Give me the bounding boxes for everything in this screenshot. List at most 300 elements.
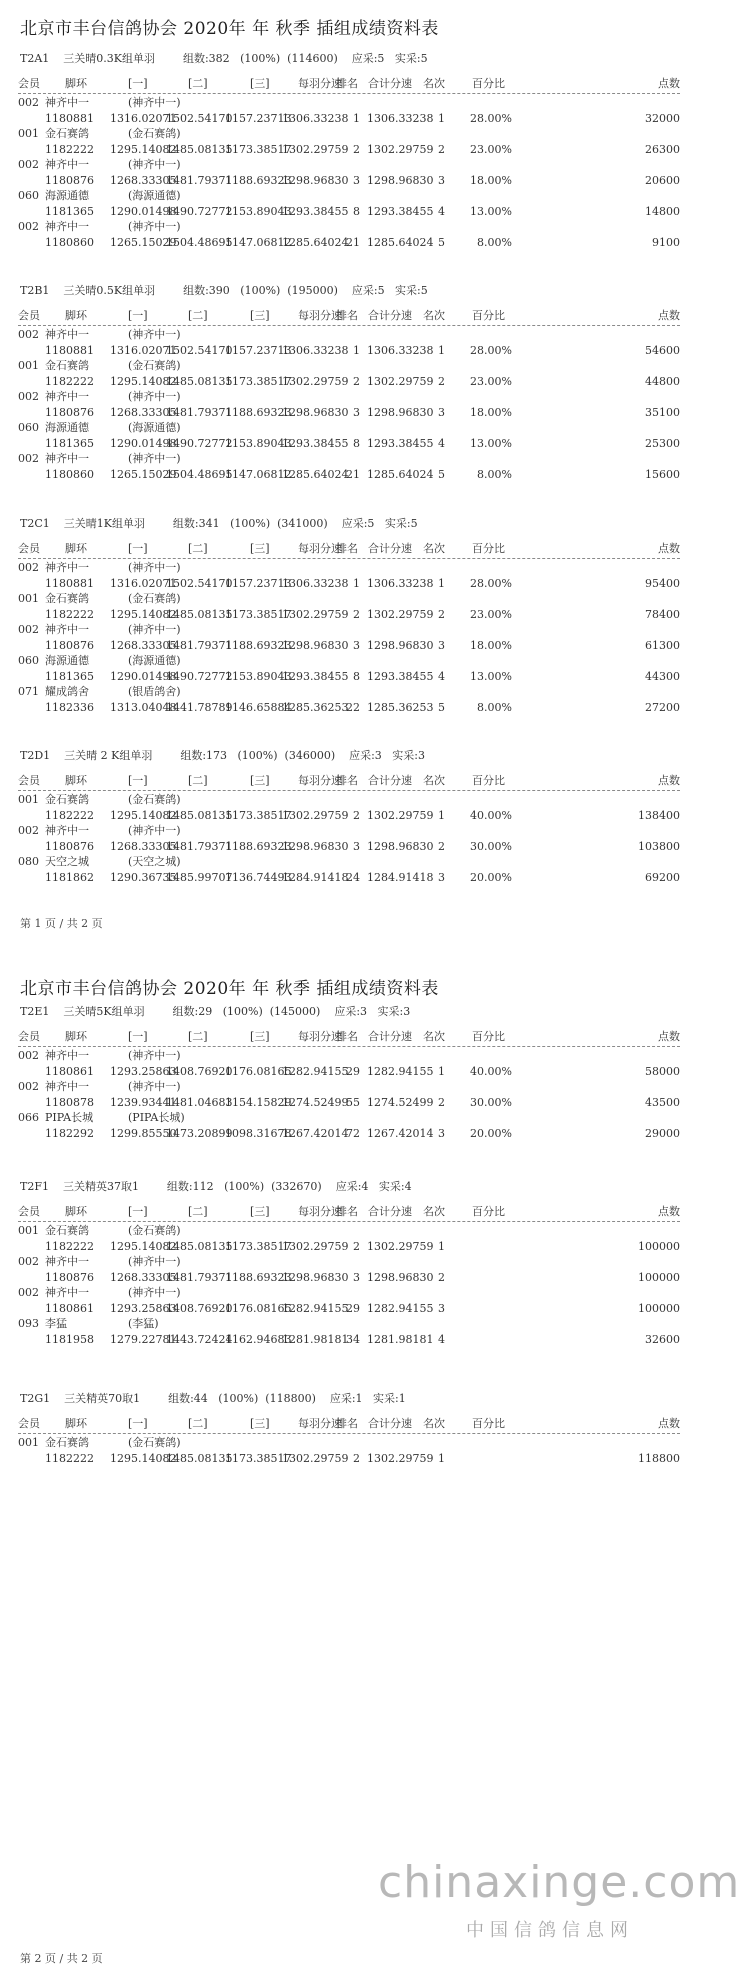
table-row-owner (0, 452, 700, 466)
table-row-owner (0, 623, 700, 637)
cell-pct: 30.00% (470, 1095, 512, 1109)
column-header-place: 名次 (423, 309, 445, 322)
cell-speed: 1306.33238 (282, 343, 349, 357)
cell-v1: 1299.85550 (110, 1126, 177, 1140)
cell-points: 100000 (638, 1270, 680, 1284)
cell-ring: 1181365 (45, 669, 94, 683)
cell-v1: 1268.33305 (110, 839, 177, 853)
cell-points: 100000 (638, 1301, 680, 1315)
table-row-results (0, 1096, 700, 1110)
cell-pct: 18.00% (470, 638, 512, 652)
cell-place: 3 (438, 870, 445, 884)
column-header-v1: [一] (128, 1030, 148, 1043)
column-header-speed: 每羽分速 (298, 309, 342, 322)
cell-pct: 18.00% (470, 173, 512, 187)
cell-v1: 1268.33305 (110, 173, 177, 187)
cell-v3: 1098.31678 (225, 1126, 292, 1140)
cell-ring: 1181958 (45, 1332, 94, 1346)
cell-rank: 29 (346, 1064, 360, 1078)
cell-ring: 1180881 (45, 343, 94, 357)
cell-speed: 1298.96830 (282, 839, 349, 853)
cell-v2: 1443.72424 (166, 1332, 233, 1346)
cell-v3: 1188.69323 (225, 173, 292, 187)
race-info-line: T2F1 三关精英37取1 组数:112 (100%) (332670) 应采:4 实采:4 (20, 1180, 412, 1193)
table-row-results (0, 809, 700, 823)
cell-speed: 1298.96830 (282, 1270, 349, 1284)
column-header-member: 会员 (18, 77, 40, 90)
cell-ring: 1180860 (45, 467, 94, 481)
cell-rank: 24 (346, 870, 360, 884)
page-2 (0, 960, 700, 1981)
cell-v2: 1485.99707 (166, 870, 233, 884)
cell-place: 2 (438, 142, 445, 156)
cell-ring: 1182222 (45, 808, 94, 822)
cell-v1: 1295.14082 (110, 1239, 177, 1253)
cell-v3: 1136.74493 (225, 870, 292, 884)
column-header-row (0, 1417, 700, 1431)
column-header-v1: [一] (128, 774, 148, 787)
member-id: 002 (18, 1286, 39, 1299)
cell-speed: 1293.38455 (282, 669, 349, 683)
cell-v2: 1485.08135 (166, 374, 233, 388)
table-row-owner (0, 328, 700, 342)
cell-total: 1282.94155 (367, 1301, 434, 1315)
loft-name: 神齐中一 (45, 220, 89, 233)
loft-subname: (神齐中一) (128, 1080, 181, 1093)
cell-rank: 1 (353, 111, 360, 125)
member-id: 001 (18, 793, 39, 806)
member-id: 002 (18, 623, 39, 636)
cell-speed: 1282.94155 (282, 1301, 349, 1315)
member-id: 060 (18, 421, 39, 434)
cell-speed: 1302.29759 (282, 1451, 349, 1465)
member-id: 002 (18, 328, 39, 341)
cell-ring: 1181862 (45, 870, 94, 884)
loft-name: PIPA长城 (45, 1111, 94, 1124)
cell-points: 54600 (645, 343, 680, 357)
member-id: 060 (18, 654, 39, 667)
cell-rank: 21 (346, 467, 360, 481)
column-header-v3: [三] (250, 77, 270, 90)
loft-subname: (李猛) (128, 1317, 159, 1330)
cell-v3: 1188.69323 (225, 405, 292, 419)
cell-speed: 1298.96830 (282, 173, 349, 187)
cell-v1: 1268.33305 (110, 405, 177, 419)
cell-total: 1302.29759 (367, 1451, 434, 1465)
cell-total: 1306.33238 (367, 576, 434, 590)
column-header-pct: 百分比 (472, 77, 505, 90)
column-header-row (0, 774, 700, 788)
cell-total: 1284.91418 (367, 870, 434, 884)
cell-rank: 22 (346, 700, 360, 714)
column-header-member: 会员 (18, 309, 40, 322)
loft-subname: (神齐中一) (128, 824, 181, 837)
member-id: 001 (18, 1224, 39, 1237)
cell-points: 58000 (645, 1064, 680, 1078)
cell-ring: 1180881 (45, 111, 94, 125)
loft-subname: (金石赛鸽) (128, 359, 181, 372)
loft-subname: (神齐中一) (128, 1255, 181, 1268)
column-header-points: 点数 (658, 774, 680, 787)
member-id: 002 (18, 158, 39, 171)
header-divider (18, 93, 680, 94)
member-id: 001 (18, 592, 39, 605)
loft-subname: (神齐中一) (128, 96, 181, 109)
cell-total: 1281.98181 (367, 1332, 434, 1346)
watermark-chinese: 中国信鸽信息网 (466, 1920, 634, 1941)
loft-name: 金石赛鸽 (45, 592, 89, 605)
cell-speed: 1298.96830 (282, 638, 349, 652)
table-row-results (0, 143, 700, 157)
member-id: 002 (18, 1255, 39, 1268)
cell-v1: 1295.14082 (110, 808, 177, 822)
cell-v1: 1316.02071 (110, 343, 177, 357)
member-id: 093 (18, 1317, 39, 1330)
cell-v3: 1176.08165 (225, 1064, 292, 1078)
cell-v1: 1268.33305 (110, 638, 177, 652)
table-row-results (0, 840, 700, 854)
cell-speed: 1302.29759 (282, 1239, 349, 1253)
cell-v1: 1290.01498 (110, 204, 177, 218)
cell-pct: 40.00% (470, 1064, 512, 1078)
loft-subname: (银盾鸽舍) (128, 685, 181, 698)
cell-ring: 1180881 (45, 576, 94, 590)
member-id: 001 (18, 127, 39, 140)
cell-rank: 2 (353, 1239, 360, 1253)
cell-pct: 28.00% (470, 343, 512, 357)
cell-total: 1285.36253 (367, 700, 434, 714)
loft-subname: (金石赛鸽) (128, 127, 181, 140)
column-header-v1: [一] (128, 77, 148, 90)
loft-name: 耀成鸽舍 (45, 685, 89, 698)
cell-v3: 1173.38517 (225, 607, 292, 621)
cell-speed: 1284.91418 (282, 870, 349, 884)
column-header-row (0, 77, 700, 91)
cell-pct: 13.00% (470, 436, 512, 450)
column-header-ring: 脚环 (65, 1417, 87, 1430)
cell-points: 14800 (645, 204, 680, 218)
cell-v1: 1265.15029 (110, 235, 177, 249)
cell-v2: 1490.72772 (166, 669, 233, 683)
table-row-results (0, 174, 700, 188)
column-header-place: 名次 (423, 774, 445, 787)
cell-total: 1306.33238 (367, 111, 434, 125)
column-header-speed: 每羽分速 (298, 542, 342, 555)
cell-total: 1302.29759 (367, 607, 434, 621)
cell-v3: 1188.69323 (225, 638, 292, 652)
cell-v2: 1485.08135 (166, 1451, 233, 1465)
cell-v3: 1153.89043 (225, 669, 292, 683)
column-header-total: 合计分速 (368, 309, 412, 322)
member-id: 066 (18, 1111, 39, 1124)
cell-ring: 1180878 (45, 1095, 94, 1109)
loft-subname: (天空之城) (128, 855, 181, 868)
loft-name: 天空之城 (45, 855, 89, 868)
cell-place: 4 (438, 1332, 445, 1346)
cell-v2: 1502.54170 (166, 111, 233, 125)
member-id: 071 (18, 685, 39, 698)
column-header-speed: 每羽分速 (298, 1030, 342, 1043)
cell-total: 1302.29759 (367, 142, 434, 156)
table-row-owner (0, 1080, 700, 1094)
table-row-owner (0, 1286, 700, 1300)
cell-v2: 1485.08135 (166, 142, 233, 156)
loft-subname: (神齐中一) (128, 561, 181, 574)
column-header-rank: 排名 (336, 1030, 358, 1043)
table-row-owner (0, 220, 700, 234)
column-header-pct: 百分比 (472, 542, 505, 555)
cell-speed: 1274.52499 (282, 1095, 349, 1109)
cell-total: 1298.96830 (367, 839, 434, 853)
cell-rank: 8 (353, 669, 360, 683)
cell-place: 4 (438, 204, 445, 218)
column-header-speed: 每羽分速 (298, 77, 342, 90)
cell-pct: 20.00% (470, 1126, 512, 1140)
table-row-owner (0, 561, 700, 575)
cell-v2: 1504.48695 (166, 235, 233, 249)
cell-total: 1285.64024 (367, 467, 434, 481)
cell-total: 1306.33238 (367, 343, 434, 357)
cell-rank: 1 (353, 343, 360, 357)
cell-ring: 1180861 (45, 1301, 94, 1315)
cell-v1: 1265.15029 (110, 467, 177, 481)
table-row-owner (0, 1224, 700, 1238)
column-header-total: 合计分速 (368, 1205, 412, 1218)
table-row-owner (0, 359, 700, 373)
member-id: 001 (18, 1436, 39, 1449)
column-header-pct: 百分比 (472, 309, 505, 322)
cell-pct: 23.00% (470, 374, 512, 388)
cell-v2: 1481.79371 (166, 638, 233, 652)
cell-place: 1 (438, 1239, 445, 1253)
cell-ring: 1180876 (45, 173, 94, 187)
header-divider (18, 325, 680, 326)
cell-pct: 13.00% (470, 204, 512, 218)
member-id: 060 (18, 189, 39, 202)
cell-v2: 1502.54170 (166, 576, 233, 590)
cell-v2: 1441.78789 (166, 700, 233, 714)
column-header-place: 名次 (423, 1030, 445, 1043)
column-header-v2: [二] (188, 1205, 208, 1218)
column-header-points: 点数 (658, 1417, 680, 1430)
cell-speed: 1267.42014 (282, 1126, 349, 1140)
cell-v3: 1146.65884 (225, 700, 292, 714)
cell-v1: 1279.22781 (110, 1332, 177, 1346)
cell-place: 1 (438, 1451, 445, 1465)
cell-points: 32600 (645, 1332, 680, 1346)
cell-v1: 1295.14082 (110, 374, 177, 388)
column-header-v1: [一] (128, 1417, 148, 1430)
loft-subname: (神齐中一) (128, 1049, 181, 1062)
loft-name: 海源通德 (45, 654, 89, 667)
column-header-ring: 脚环 (65, 309, 87, 322)
cell-v1: 1290.36735 (110, 870, 177, 884)
column-header-v3: [三] (250, 542, 270, 555)
column-header-total: 合计分速 (368, 1030, 412, 1043)
cell-points: 95400 (645, 576, 680, 590)
cell-points: 69200 (645, 870, 680, 884)
loft-subname: (金石赛鸽) (128, 793, 181, 806)
column-header-ring: 脚环 (65, 1205, 87, 1218)
cell-place: 2 (438, 607, 445, 621)
table-row-results (0, 1333, 700, 1347)
cell-place: 5 (438, 700, 445, 714)
header-divider (18, 1046, 680, 1047)
cell-v3: 1173.38517 (225, 374, 292, 388)
member-id: 001 (18, 359, 39, 372)
loft-name: 神齐中一 (45, 96, 89, 109)
column-header-v2: [二] (188, 542, 208, 555)
cell-place: 5 (438, 467, 445, 481)
column-header-ring: 脚环 (65, 77, 87, 90)
column-header-total: 合计分速 (368, 77, 412, 90)
column-header-ring: 脚环 (65, 1030, 87, 1043)
table-row-results (0, 1452, 700, 1466)
column-header-v3: [三] (250, 774, 270, 787)
table-row-owner (0, 390, 700, 404)
loft-subname: (金石赛鸽) (128, 1224, 181, 1237)
loft-subname: (神齐中一) (128, 623, 181, 636)
cell-pct: 8.00% (477, 700, 512, 714)
cell-ring: 1180876 (45, 638, 94, 652)
loft-subname: (金石赛鸽) (128, 592, 181, 605)
cell-points: 138400 (638, 808, 680, 822)
table-row-owner (0, 421, 700, 435)
column-header-pct: 百分比 (472, 1417, 505, 1430)
cell-points: 44300 (645, 669, 680, 683)
cell-points: 35100 (645, 405, 680, 419)
race-info-line: T2B1 三关晴0.5K组单羽 组数:390 (100%) (195000) 应采:5 实采:5 (20, 284, 428, 297)
cell-place: 1 (438, 111, 445, 125)
column-header-ring: 脚环 (65, 542, 87, 555)
loft-name: 金石赛鸽 (45, 1224, 89, 1237)
cell-points: 44800 (645, 374, 680, 388)
cell-speed: 1302.29759 (282, 374, 349, 388)
cell-total: 1274.52499 (367, 1095, 434, 1109)
table-row-results (0, 871, 700, 885)
loft-subname: (神齐中一) (128, 390, 181, 403)
loft-subname: (海源通德) (128, 421, 181, 434)
cell-rank: 2 (353, 1451, 360, 1465)
column-header-pct: 百分比 (472, 774, 505, 787)
cell-total: 1298.96830 (367, 1270, 434, 1284)
loft-subname: (海源通德) (128, 189, 181, 202)
cell-v2: 1481.79371 (166, 839, 233, 853)
cell-ring: 1180876 (45, 405, 94, 419)
cell-v2: 1481.79371 (166, 1270, 233, 1284)
cell-v2: 1481.79371 (166, 405, 233, 419)
cell-v3: 1173.38517 (225, 142, 292, 156)
member-id: 002 (18, 390, 39, 403)
loft-subname: (海源通德) (128, 654, 181, 667)
cell-place: 3 (438, 173, 445, 187)
column-header-place: 名次 (423, 542, 445, 555)
cell-place: 2 (438, 374, 445, 388)
cell-rank: 34 (346, 1332, 360, 1346)
cell-ring: 1182222 (45, 1451, 94, 1465)
cell-v1: 1316.02071 (110, 111, 177, 125)
column-header-v1: [一] (128, 1205, 148, 1218)
cell-pct: 20.00% (470, 870, 512, 884)
cell-ring: 1181365 (45, 436, 94, 450)
cell-rank: 3 (353, 638, 360, 652)
column-header-member: 会员 (18, 1205, 40, 1218)
member-id: 002 (18, 1080, 39, 1093)
cell-ring: 1182292 (45, 1126, 94, 1140)
cell-v3: 1173.38517 (225, 808, 292, 822)
table-row-results (0, 1271, 700, 1285)
cell-ring: 1182336 (45, 700, 94, 714)
cell-ring: 1182222 (45, 607, 94, 621)
cell-v1: 1290.01498 (110, 669, 177, 683)
cell-speed: 1293.38455 (282, 204, 349, 218)
table-row-results (0, 1240, 700, 1254)
loft-name: 神齐中一 (45, 623, 89, 636)
cell-v3: 1154.15829 (225, 1095, 292, 1109)
table-row-owner (0, 1436, 700, 1450)
cell-points: 100000 (638, 1239, 680, 1253)
cell-rank: 21 (346, 235, 360, 249)
member-id: 002 (18, 452, 39, 465)
cell-points: 20600 (645, 173, 680, 187)
loft-subname: (PIPA长城) (128, 1111, 185, 1124)
table-row-owner (0, 793, 700, 807)
cell-ring: 1180876 (45, 839, 94, 853)
column-header-rank: 排名 (336, 542, 358, 555)
column-header-total: 合计分速 (368, 1417, 412, 1430)
table-row-results (0, 577, 700, 591)
loft-name: 神齐中一 (45, 561, 89, 574)
table-row-owner (0, 127, 700, 141)
cell-points: 25300 (645, 436, 680, 450)
page-footer: 第 2 页 / 共 2 页 (20, 1952, 103, 1965)
race-info-line: T2D1 三关晴 2 K组单羽 组数:173 (100%) (346000) 应采:3 实采:3 (20, 749, 425, 762)
column-header-row (0, 1030, 700, 1044)
watermark-latin: chinaxinge.com (378, 1857, 740, 1908)
cell-rank: 2 (353, 374, 360, 388)
column-header-member: 会员 (18, 1030, 40, 1043)
column-header-v2: [二] (188, 309, 208, 322)
cell-v3: 1173.38517 (225, 1451, 292, 1465)
loft-name: 金石赛鸽 (45, 359, 89, 372)
cell-v1: 1295.14082 (110, 142, 177, 156)
race-info-line: T2E1 三关晴5K组单羽 组数:29 (100%) (145000) 应采:3 实采:3 (20, 1005, 411, 1018)
cell-rank: 2 (353, 808, 360, 822)
column-header-total: 合计分速 (368, 774, 412, 787)
cell-ring: 1182222 (45, 374, 94, 388)
column-header-member: 会员 (18, 542, 40, 555)
column-header-rank: 排名 (336, 1417, 358, 1430)
table-row-results (0, 205, 700, 219)
cell-v2: 1473.20899 (166, 1126, 233, 1140)
cell-speed: 1306.33238 (282, 576, 349, 590)
cell-place: 3 (438, 638, 445, 652)
member-id: 002 (18, 96, 39, 109)
table-row-results (0, 701, 700, 715)
column-header-points: 点数 (658, 1030, 680, 1043)
cell-points: 32000 (645, 111, 680, 125)
cell-place: 3 (438, 1126, 445, 1140)
column-header-rank: 排名 (336, 1205, 358, 1218)
cell-speed: 1298.96830 (282, 405, 349, 419)
page-1 (0, 0, 700, 960)
column-header-v2: [二] (188, 77, 208, 90)
cell-speed: 1302.29759 (282, 142, 349, 156)
cell-total: 1302.29759 (367, 374, 434, 388)
cell-speed: 1285.64024 (282, 235, 349, 249)
cell-total: 1282.94155 (367, 1064, 434, 1078)
header-divider (18, 1221, 680, 1222)
